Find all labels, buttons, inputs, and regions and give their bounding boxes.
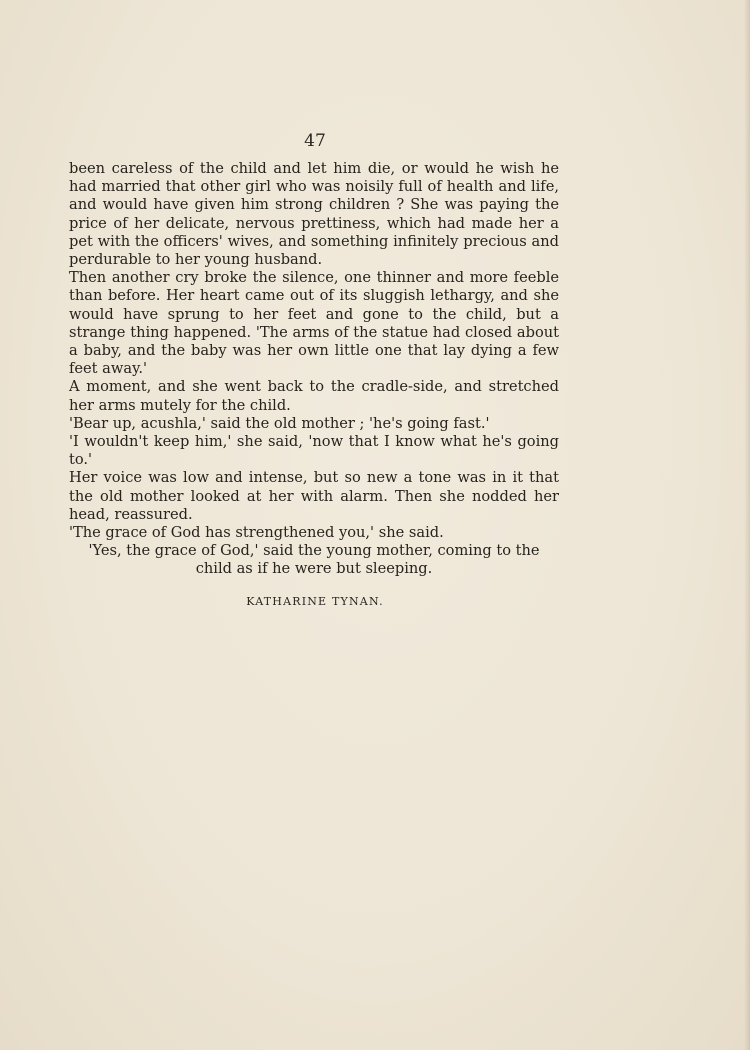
paragraph: Then another cry broke the silence, one thinner and more feeble than before. Her heart came out of its sluggish lethargy, and she would have sprung to her feet and gone to the child, but a strange thing happened. 'The arms of the statue had closed about a baby, and the baby was her own little one that lay dying a few feet away.' (69, 269, 559, 378)
paragraph: 'Bear up, acushla,' said the old mother ; 'he's going fast.' (69, 414, 490, 432)
paragraph: Her voice was low and intense, but so new a tone was in it that the old mother looked at her with alarm. Then she nodded her head, reassured. (69, 469, 559, 523)
paragraph: 'The grace of God has strengthened you,' she said. (69, 524, 444, 542)
paragraph: A moment, and she went back to the cradle-side, and stretched her arms mutely for the child. (69, 378, 559, 414)
paragraph: been careless of the child and let him die, or would he wish he had married that other girl who was noisily full of health and life, and would have given him strong children ? She was paying the price of her delicate, nervous prettiness, which had made her a pet with the officers' wives, and something infinitely precious and perdurable to her young husband. (69, 160, 559, 269)
page-edge-shadow (744, 0, 750, 1050)
closing-paragraph: 'Yes, the grace of God,' said the young mother, coming to the child as if he were but sleeping. (88, 542, 540, 578)
body-text (69, 160, 559, 579)
paragraph: 'I wouldn't keep him,' she said, 'now that I know what he's going to.' (69, 433, 559, 469)
author-signature: KATHARINE TYNAN. (246, 595, 384, 608)
page-number: 47 (304, 131, 326, 151)
